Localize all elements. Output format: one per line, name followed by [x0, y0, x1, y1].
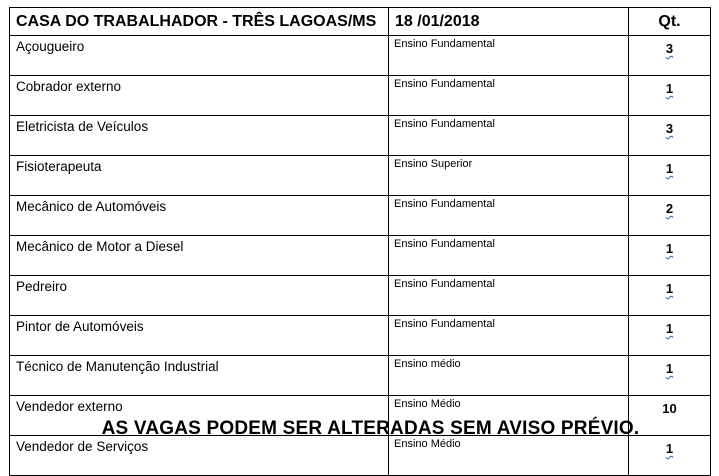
job-title: Pedreiro	[10, 276, 389, 316]
table-row	[10, 436, 711, 476]
table-row	[10, 316, 711, 356]
vacancy-count	[629, 316, 711, 356]
sheet-date: 18 /01/2018	[389, 8, 629, 36]
vacancy-count-value: 1	[665, 81, 674, 96]
vacancy-count-value: 1	[665, 441, 674, 456]
job-title: Açougueiro	[10, 36, 389, 76]
table-row	[10, 76, 711, 116]
disclaimer-notice: AS VAGAS PODEM SER ALTERADAS SEM AVISO PRÉVIO.	[101, 418, 640, 439]
vacancy-table	[9, 7, 711, 476]
vacancy-count-value: 10	[662, 401, 677, 416]
education-level: Ensino Fundamental	[389, 76, 629, 116]
vacancy-count-value: 1	[665, 361, 674, 376]
education-level: Ensino Fundamental	[389, 116, 629, 156]
vacancy-count-value: 2	[665, 201, 674, 216]
vacancy-count	[629, 76, 711, 116]
vacancy-count	[629, 236, 711, 276]
education-level: Ensino Médio	[389, 396, 629, 436]
table-row	[10, 196, 711, 236]
job-title: Eletricista de Veículos	[10, 116, 389, 156]
sheet-title: CASA DO TRABALHADOR - TRÊS LAGOAS/MS	[10, 8, 389, 36]
table-row	[10, 356, 711, 396]
table-row	[10, 276, 711, 316]
education-level: Ensino Fundamental	[389, 236, 629, 276]
job-title: Vendedor de Serviços	[10, 436, 389, 476]
vacancy-count-value: 1	[665, 281, 674, 296]
vacancy-count-value: 3	[665, 41, 674, 56]
table-row	[10, 156, 711, 196]
vacancy-count-value: 1	[665, 241, 674, 256]
education-level: Ensino médio	[389, 356, 629, 396]
job-vacancy-sheet	[9, 7, 710, 476]
education-level: Ensino Fundamental	[389, 36, 629, 76]
job-title: Fisioterapeuta	[10, 156, 389, 196]
vacancy-count	[629, 116, 711, 156]
education-level: Ensino Superior	[389, 156, 629, 196]
vacancy-count	[629, 436, 711, 476]
vacancy-count-value: 1	[665, 161, 674, 176]
job-title: Mecânico de Automóveis	[10, 196, 389, 236]
vacancy-count-value: 3	[665, 121, 674, 136]
vacancy-count	[629, 36, 711, 76]
job-title: Vendedor externo	[10, 396, 389, 436]
vacancy-count	[629, 156, 711, 196]
vacancy-count-value: 1	[665, 321, 674, 336]
job-title: Técnico de Manutenção Industrial	[10, 356, 389, 396]
vacancy-count	[629, 276, 711, 316]
job-title: Cobrador externo	[10, 76, 389, 116]
table-row	[10, 236, 711, 276]
vacancy-count	[629, 356, 711, 396]
vacancy-count	[629, 196, 711, 236]
table-header-row	[10, 8, 711, 36]
qty-column-header: Qt.	[629, 8, 711, 36]
education-level: Ensino Fundamental	[389, 276, 629, 316]
job-title: Mecânico de Motor a Diesel	[10, 236, 389, 276]
education-level: Ensino Fundamental	[389, 196, 629, 236]
education-level: Ensino Fundamental	[389, 316, 629, 356]
education-level: Ensino Médio	[389, 436, 629, 476]
table-row	[10, 36, 711, 76]
table-row	[10, 116, 711, 156]
job-title: Pintor de Automóveis	[10, 316, 389, 356]
